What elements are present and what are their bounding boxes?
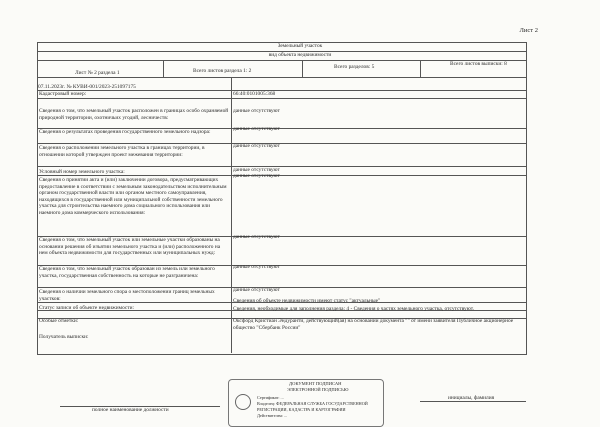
emblem-icon	[235, 394, 251, 410]
row-value: данные отсутствуют	[233, 143, 280, 149]
row-value: данные отсутствуют	[233, 126, 280, 132]
doc-title: Земельный участок	[277, 43, 323, 49]
row-value: данные отсутствуют	[233, 264, 280, 270]
stamp-line: РЕГИСТРАЦИИ, КАДАСТРА И КАРТОГРАФИИ	[257, 407, 346, 412]
row-label: Статус записи об объекте недвижимости:	[39, 305, 135, 311]
sheet-number: Лист 2	[519, 27, 538, 34]
stamp-line: ДОКУМЕНТ ПОДПИСАН	[289, 381, 342, 386]
reg-number: 07.11.2023г. № КУВИ-001/2023-251097175	[38, 84, 136, 90]
cadastral-value: 66:40:0101005:368	[233, 91, 276, 97]
row-label: Сведения о принятии акта и (или) заключении договора, предусматривающих предоставление в соответствии с земельным законодательством исполнительным органом государственной власти или органом местного самоуправления, находящихся в государственной или муниципальной собственности земельного участка для строительства наемного дома социального использования или наемного дома коммерческого использования:	[39, 177, 227, 216]
footer-name-caption: инициалы, фамилия	[448, 395, 495, 401]
total-sections: Всего разделов: 5	[334, 64, 375, 70]
row-value: Сведения об объекте недвижимости имеют статус "актуальные"	[233, 298, 381, 304]
row-label: Получатель выписки:	[39, 334, 89, 340]
row-value: данные отсутствуют	[233, 234, 280, 240]
total-sheets-section: Всего листов раздела 1: 2	[193, 68, 252, 74]
total-sheets-extract: Всего листов выписки: 8	[450, 61, 507, 67]
row-label: Сведения о том, что земельный участок образован из земель или земельного участка, государственная собственность на которые не разграничена:	[39, 266, 215, 279]
sheet-of-section: Лист № 2 раздела 1	[75, 70, 120, 76]
row-label: Сведения о расположении земельного участка в границах территории, в отношении которой утвержден проект межевания территории:	[39, 145, 205, 158]
row-label: Особые отметки:	[39, 318, 79, 324]
row-value: данные отсутствуют	[233, 108, 280, 114]
stamp-line: Владелец: ФЕДЕРАЛЬНАЯ СЛУЖБА ГОСУДАРСТВЕННОЙ	[257, 401, 368, 406]
row-label: Сведения о результатах проведения государственного земельного надзора:	[39, 129, 211, 135]
doc-subtitle: вид объекта недвижимости	[268, 52, 332, 58]
stamp-line: Действителен: ...	[257, 413, 288, 418]
row-value: Оксфорд Кристиан Эндуранти, действующий(ая) на основании документа "" от имени заявителя Публичное акционерное общество "Сбербанк России"	[233, 318, 514, 331]
row-label: Сведения о том, что земельный участок или земельные участки образованы на основании решения об изъятии земельного участка и (или) расположенного на нем объекта недвижимости для государственных или муниципальных нужд:	[39, 237, 221, 257]
row-value: данные отсутствуют	[233, 287, 280, 293]
row-value: данные отсутствуют	[233, 173, 280, 179]
row-value: Сведения, необходимые для заполнения раздела: 4 - Сведения о частях земельного участка, отсутствуют.	[233, 306, 475, 312]
row-label: Сведения о том, что земельный участок расположен в границах особо охраняемой природной территории, охотничьих угодий, лесничеств:	[39, 108, 229, 121]
row-label: Условный номер земельного участка:	[39, 169, 125, 175]
stamp-line: ЭЛЕКТРОННОЙ ПОДПИСЬЮ	[287, 387, 349, 392]
footer-position-caption: полное наименование должности	[92, 407, 169, 413]
cadastral-label: Кадастровый номер:	[39, 91, 87, 97]
row-value: данные отсутствуют	[233, 167, 280, 173]
signature-stamp	[228, 379, 384, 427]
stamp-line: Сертификат: ...	[257, 395, 284, 400]
row-label: Сведения о наличии земельного спора о местоположении границ земельных участков:	[39, 289, 215, 302]
